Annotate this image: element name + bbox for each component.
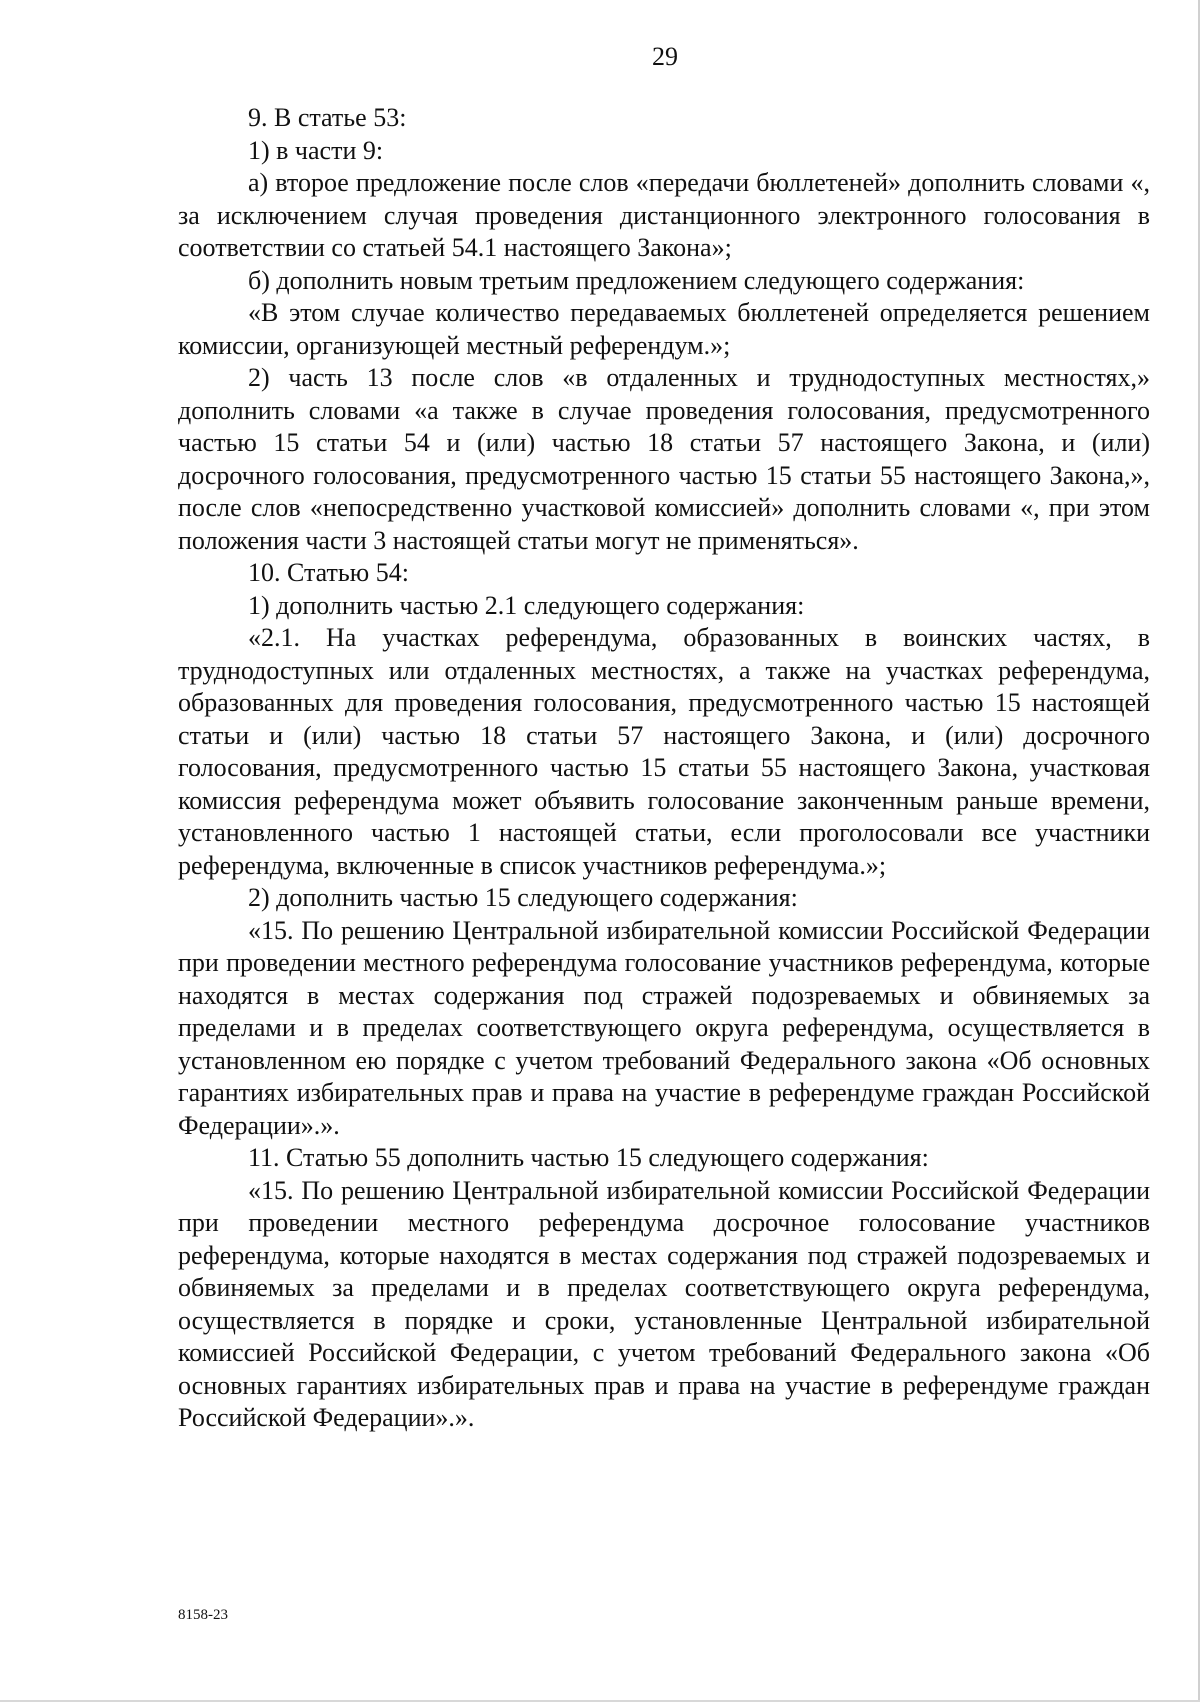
paragraph-quote-2-1: «2.1. На участках референдума, образованных в воинских частях, в труднодоступных или отдаленных местностях, а также на участках референдума, образованных для проведения голосования, предусмотренного частью 15 настоящей статьи и (или) частью 18 статьи 57 настоящего Закона, и (или) досрочного голосования, предусмотренного частью 15 статьи 55 настоящего Закона, участковая комиссия референдума может объявить голосование законченным раньше времени, установленного частью 1 настоящей статьи, если проголосовали все участники референдума, включенные в список участников референдума.»; [178,623,1150,880]
paragraph-article-54-heading: 10. Статью 54: [248,558,409,587]
paragraph-quote-15-art-55: «15. По решению Центральной избирательной комиссии Российской Федерации при проведении местного референдума досрочное голосование участников референдума, которые находятся в местах содержания под стражей подозреваемых и обвиняемых за пределами и в пределах соответствующего округа референдума, осуществляется в порядке и сроки, установленные Центральной избирательной комиссией Российской Федерации, с учетом требований Федерального закона «Об основных гарантиях избирательных прав и права на участие в референдуме граждан Российской Федерации».». [178,1175,1150,1432]
paragraph-quote-ballots: «В этом случае количество передаваемых бюллетеней определяется решением комиссии, организующей местный референдум.»; [178,298,1150,360]
paragraph-article-53-heading: 9. В статье 53: [248,103,407,132]
paragraph-article-55-heading: 11. Статью 55 дополнить частью 15 следующего содержания: [248,1143,929,1172]
document-body [178,102,1150,1435]
paragraph-sub-a: а) второе предложение после слов «передачи бюллетеней» дополнить словами «, за исключением случая проведения дистанционного электронного голосования в соответствии со статьей 54.1 настоящего Закона»; [178,168,1150,262]
footer-document-code: 8158-23 [178,1607,228,1623]
paragraph-part-15-intro: 2) дополнить частью 15 следующего содержания: [248,883,798,912]
paragraph-part-13: 2) часть 13 после слов «в отдаленных и труднодоступных местностях,» дополнить словами «а также в случае проведения голосования, предусмотренного частью 15 статьи 54 и (или) частью 18 статьи 57 настоящего Закона, и (или) досрочного голосования, предусмотренного частью 15 статьи 55 настоящего Закона,», после слов «непосредственно участковой комиссией» дополнить словами «, при этом положения части 3 настоящей статьи могут не применяться». [178,363,1150,555]
paragraph-sub-b: б) дополнить новым третьим предложением следующего содержания: [248,265,1025,295]
paragraph-part-2-1-intro: 1) дополнить частью 2.1 следующего содержания: [248,590,805,620]
page-number: 29 [652,42,678,71]
paragraph-part-9: 1) в части 9: [248,135,384,165]
paragraph-quote-15-art-54: «15. По решению Центральной избирательной комиссии Российской Федерации при проведении местного референдума голосование участников референдума, которые находятся в местах содержания под стражей подозреваемых и обвиняемых за пределами и в пределах соответствующего округа референдума, осуществляется в установленном ею порядке с учетом требований Федерального закона «Об основных гарантиях избирательных прав и права на участие в референдуме граждан Российской Федерации».». [178,915,1150,1140]
